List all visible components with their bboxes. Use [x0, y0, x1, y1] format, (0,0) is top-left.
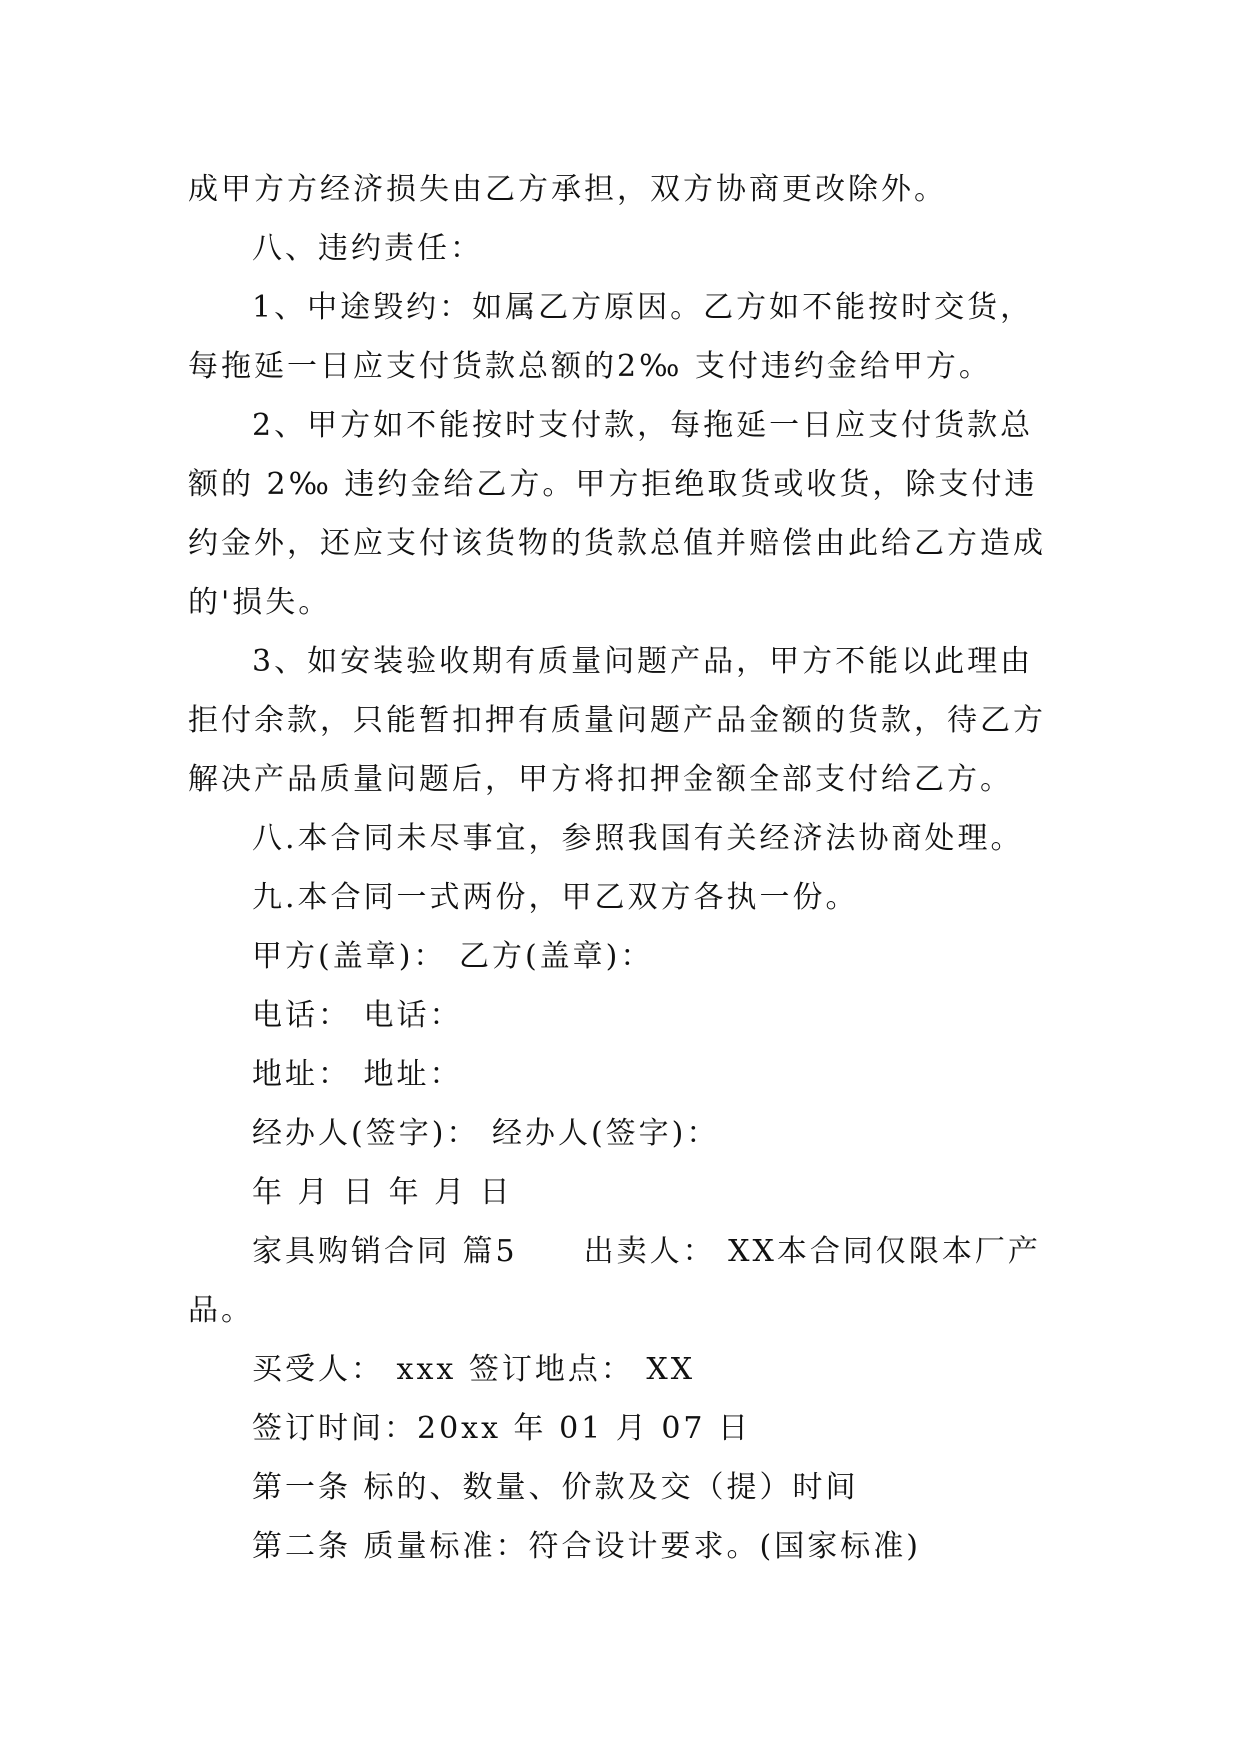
paragraph-unresolved-matters: 八.本合同未尽事宜，参照我国有关经济法协商处理。: [252, 821, 1024, 856]
signature-line-date: 年 月 日 年 月 日: [252, 1175, 513, 1210]
document-body: [188, 160, 1056, 1576]
paragraph-clause-2: 2、甲方如不能按时支付款，每拖延一日应支付货款总额的 2‰ 违约金给乙方。甲方拒绝取货或收货，除支付违约金外，还应支付该货物的货款总值并赔偿由此给乙方造成的'损失。: [188, 408, 1046, 620]
paragraph-clause-3: 3、如安装验收期有质量问题产品，甲方不能以此理由拒付余款，只能暂扣押有质量问题产品金额的货款，待乙方解决产品质量问题后，甲方将扣押金额全部支付给乙方。: [188, 644, 1046, 797]
paragraph-clause-1: 1、中途毁约：如属乙方原因。乙方如不能按时交货，每拖延一日应支付货款总额的2‰ 支付违约金给甲方。: [188, 290, 1034, 384]
paragraph-copies: 九.本合同一式两份，甲乙双方各执一份。: [252, 880, 859, 915]
article-1: 第一条 标的、数量、价款及交（提）时间: [252, 1470, 859, 1505]
paragraph-sign-date: 签订时间：20xx 年 01 月 07 日: [252, 1411, 752, 1446]
signature-line-phone: 电话： 电话：: [252, 998, 463, 1033]
signature-line-agent: 经办人(签字)： 经办人(签字)：: [252, 1116, 720, 1151]
paragraph-buyer-location: 买受人： xxx 签订地点： XX: [252, 1352, 696, 1387]
article-2: 第二条 质量标准：符合设计要求。(国家标准): [252, 1529, 921, 1564]
paragraph-loss-responsibility: 成甲方方经济损失由乙方承担，双方协商更改除外。: [188, 172, 947, 207]
paragraph-contract-5-seller: 家具购销合同 篇5 出卖人： XX本合同仅限本厂产品。: [188, 1234, 1041, 1328]
heading-breach-liability: 八、违约责任：: [252, 231, 483, 266]
signature-line-seal: 甲方(盖章)： 乙方(盖章)：: [252, 939, 654, 974]
signature-line-address: 地址： 地址：: [252, 1057, 463, 1092]
